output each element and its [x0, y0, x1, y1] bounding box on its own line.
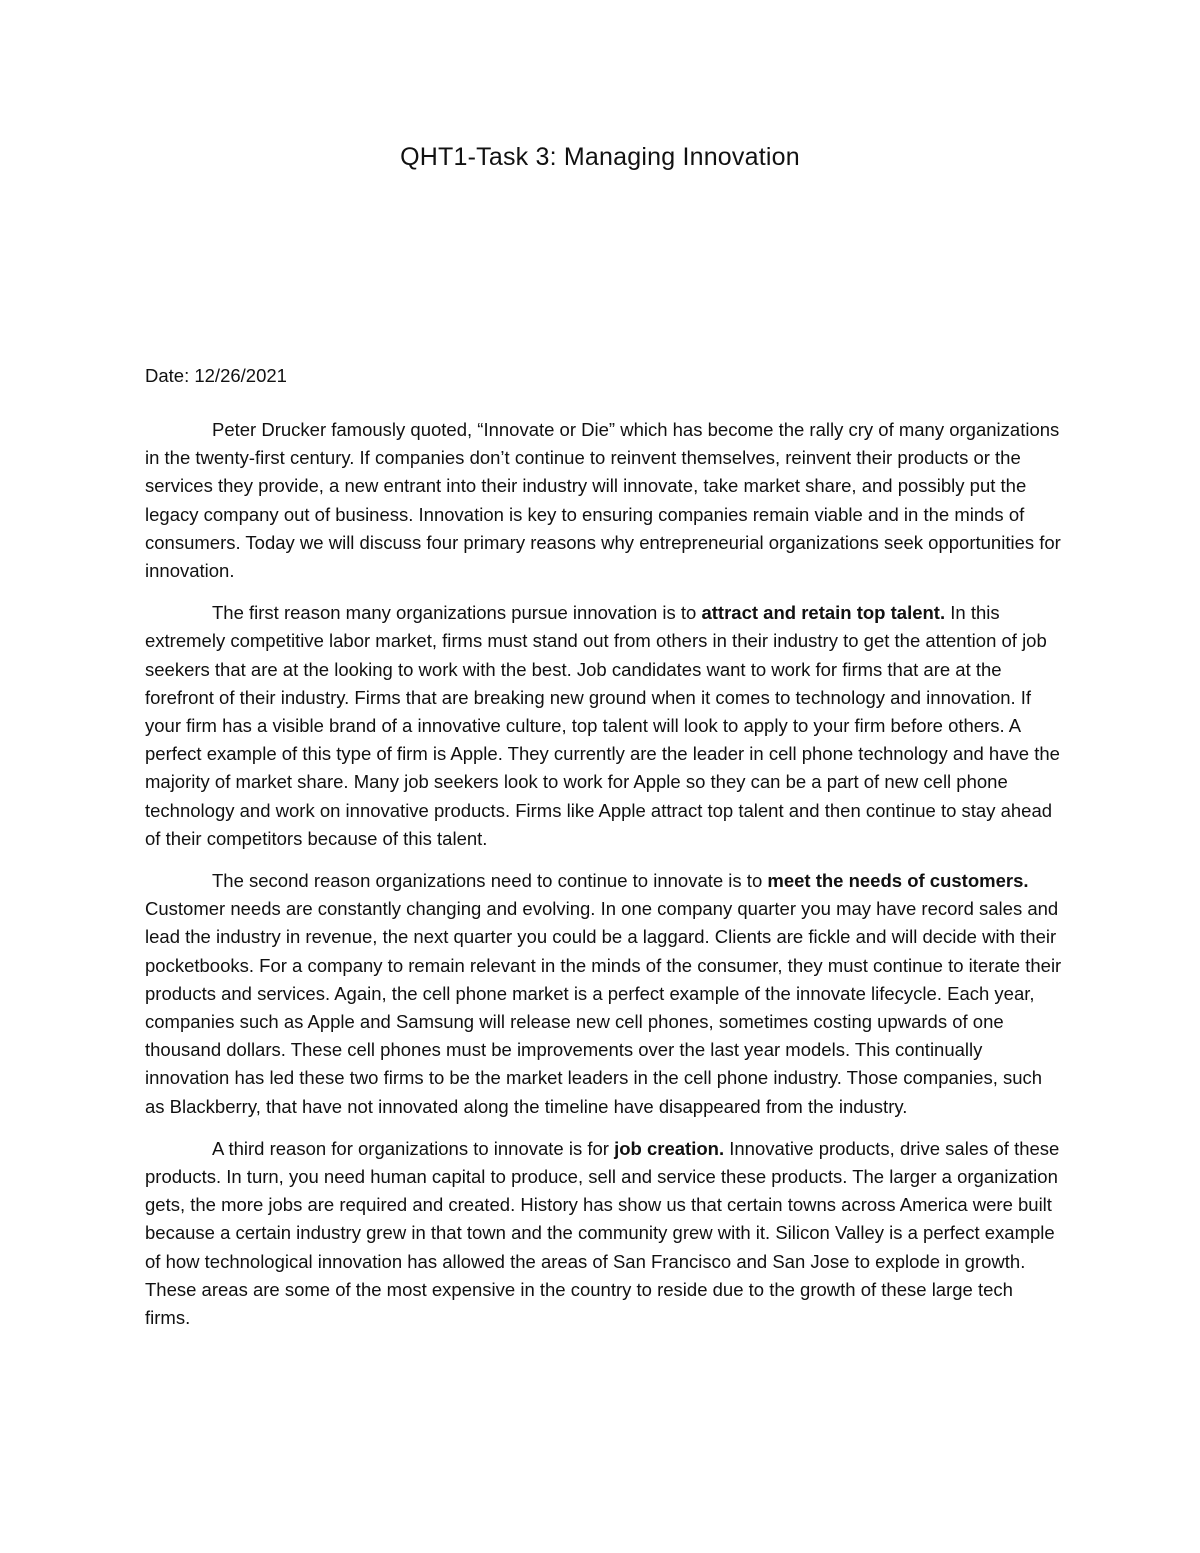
paragraph-jobs [145, 1135, 1063, 1332]
paragraph-text: The second reason organizations need to continue to innovate is to [212, 870, 768, 892]
paragraph-text: Innovative products, drive sales of these products. In turn, you need human capital to produce, sell and service these products. The larger a organization gets, the more jobs are required and created. History has show us that certain towns across America were built because a certain industry grew in that town and the community grew with it. Silicon Valley is a perfect example of how technological innovation has allowed the areas of San Francisco and San Jose to explode in growth. These areas are some of the most expensive in the country to reside due to the growth of these large tech firms. [145, 1137, 1060, 1329]
paragraph-text: A third reason for organizations to innovate is for [212, 1137, 615, 1159]
date-line: Date: 12/26/2021 [145, 365, 287, 386]
paragraph-customers [145, 867, 1063, 1121]
bold-phrase: job creation. [614, 1137, 725, 1159]
paragraph-intro [145, 416, 1063, 585]
document-title: QHT1-Task 3: Managing Innovation [400, 143, 800, 171]
bold-phrase: attract and retain top talent. [701, 602, 946, 624]
paragraph-text: In this extremely competitive labor market, firms must stand out from others in their industry to get the attention of job seekers that are at the looking to work with the best. Job candidates want to work for firms that are at the forefront of their industry. Firms that are breaking new ground when it comes to technology and innovation. If your firm has a visible brand of a innovative culture, top talent will look to apply to your firm before others. A perfect example of this type of firm is Apple. They currently are the leader in cell phone technology and have the majority of market share. Many job seekers look to work for Apple so they can be a part of new cell phone technology and work on innovative products. Firms like Apple attract top talent and then continue to stay ahead of their competitors because of this talent. [145, 602, 1060, 849]
paragraph-text: Customer needs are constantly changing and evolving. In one company quarter you may have record sales and lead the industry in revenue, the next quarter you could be a laggard. Clients are fickle and will decide with their pocketbooks. For a company to remain relevant in the minds of the consumer, they must continue to iterate their products and services. Again, the cell phone market is a perfect example of the innovate lifecycle. Each year, companies such as Apple and Samsung will release new cell phones, sometimes costing upwards of one thousand dollars. These cell phones must be improvements over the last year models. This continually innovation has led these two firms to be the market leaders in the cell phone industry. Those companies, such as Blackberry, that have not innovated along the timeline have disappeared from the industry. [145, 898, 1062, 1117]
bold-phrase: meet the needs of customers. [767, 870, 1029, 892]
document-body [145, 416, 1063, 1346]
paragraph-text: The first reason many organizations pursue innovation is to [212, 602, 702, 624]
paragraph-talent [145, 599, 1063, 853]
paragraph-text: Peter Drucker famously quoted, “Innovate or Die” which has become the rally cry of many organizations in the twenty-first century. If companies don’t continue to reinvent themselves, reinvent their products or the services they provide, a new entrant into their industry will innovate, take market share, and possibly put the legacy company out of business. Innovation is key to ensuring companies remain viable and in the minds of consumers. Today we will discuss four primary reasons why entrepreneurial organizations seek opportunities for innovation. [145, 419, 1061, 582]
